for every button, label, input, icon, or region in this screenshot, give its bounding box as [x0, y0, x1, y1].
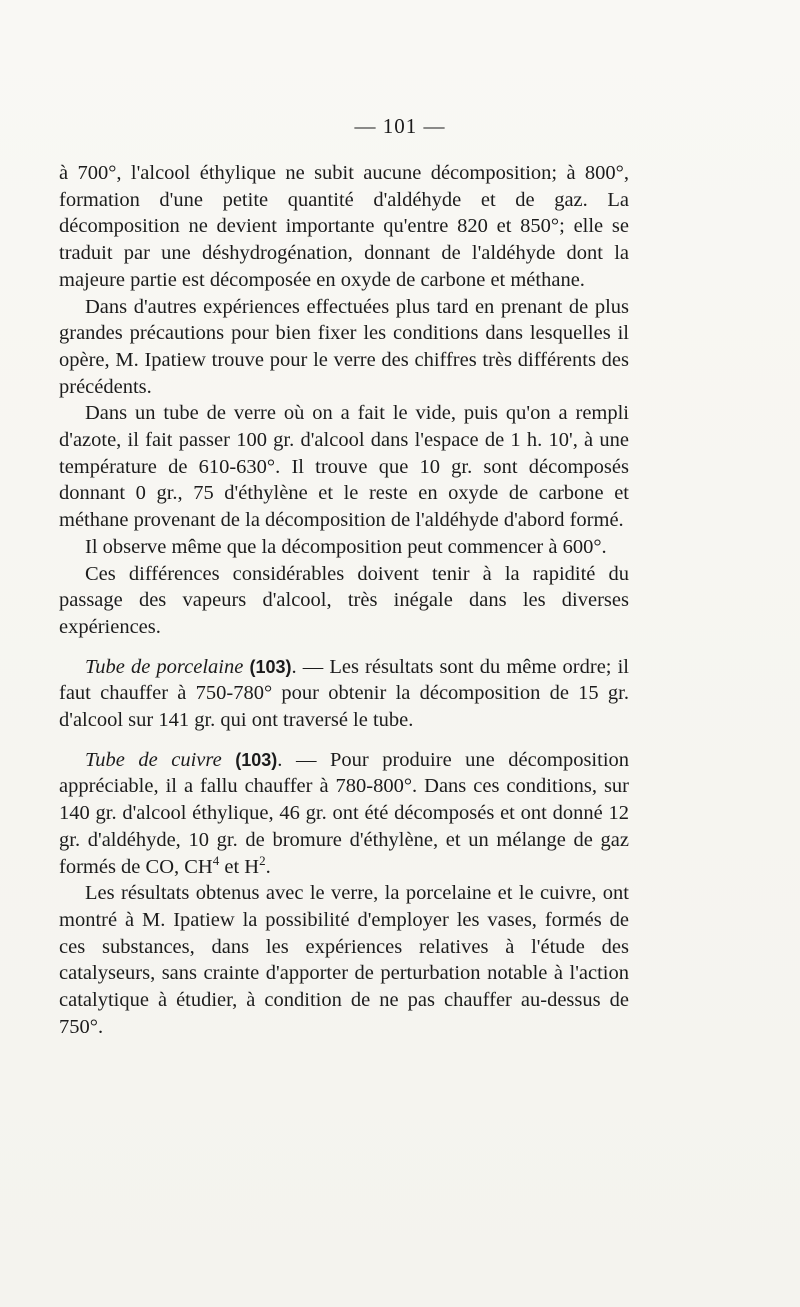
- paragraph-glass-tube: Dans un tube de verre où on a fait le vide, puis qu'on a rempli d'azote, il fait passer 100 gr. d'alcool dans l'espace de 1 h. 10', à une température de 610-630°. Il trouve que 10 gr. sont décomposés donnant 0 gr., 75 d'éthylène et le reste en oxyde de carbone et méthane provenant de la décomposition de l'aldéhyde d'abord formé.: [59, 402, 629, 532]
- copper-text-mid: et H: [219, 855, 260, 878]
- body-text: [59, 160, 629, 1041]
- paragraph-conclusion: Les résultats obtenus avec le verre, la porcelaine et le cuivre, ont montré à M. Ipatiew la possibilité d'employer les vases, formés de ces substances, dans les expériences relatives à l'étude des catalyseurs, sans crainte d'apporter de perturbation notable à l'action catalytique à étudier, à condition de ne pas chauffer au-dessus de 750°.: [59, 882, 629, 1038]
- copper-ref: (103): [235, 749, 278, 770]
- paragraph-differences: Ces différences considérables doivent tenir à la rapidité du passage des vapeurs d'alcool, très inégale dans les diverses expériences.: [59, 562, 629, 638]
- page-number-header: — 101 —: [354, 114, 446, 138]
- paragraph-ipatiew-experiments: Dans d'autres expériences effectuées plus tard en prenant de plus grandes précautions pour bien fixer les conditions dans lesquelles il opère, M. Ipatiew trouve pour le verre des chiffres très différents des précédents.: [59, 295, 629, 398]
- paragraph-600-degrees: Il observe même que la décomposition peut commencer à 600°.: [85, 535, 607, 558]
- paragraph-copper-tube: [59, 747, 629, 881]
- h2-subscript: 2: [259, 852, 266, 868]
- paragraph-continuation: à 700°, l'alcool éthylique ne subit aucune décomposition; à 800°, formation d'une petite quantité d'aldéhyde et de gaz. La décomposition ne devient importante qu'entre 820 et 850°; elle se traduit par une déshydrogénation, donnant de l'aldéhyde dont la majeure partie est décomposée en oxyde de carbone et méthane.: [59, 162, 629, 291]
- paragraph-porcelain-tube: [59, 654, 629, 734]
- copper-text: . — Pour produire une décomposition appréciable, il a fallu chauffer à 780-800°. Dans ces conditions, sur 140 gr. d'alcool éthylique, 46 gr. ont été décomposés et ont donné 12 gr. d'aldéhyde, 10 gr. de bromure d'éthylène, et un mélange de gaz formés de CO, CH: [59, 748, 630, 878]
- porcelain-text: . — Les résultats sont du même ordre; il faut chauffer à 750-780° pour obtenir la décomposition de 15 gr. d'alcool sur 141 gr. qui ont traversé le tube.: [59, 655, 629, 732]
- porcelain-title: Tube de porcelaine: [85, 655, 244, 678]
- ch4-subscript: 4: [212, 852, 220, 868]
- porcelain-ref: (103): [249, 656, 292, 677]
- copper-title: Tube de cuivre: [85, 748, 222, 771]
- copper-text-end: .: [265, 855, 271, 878]
